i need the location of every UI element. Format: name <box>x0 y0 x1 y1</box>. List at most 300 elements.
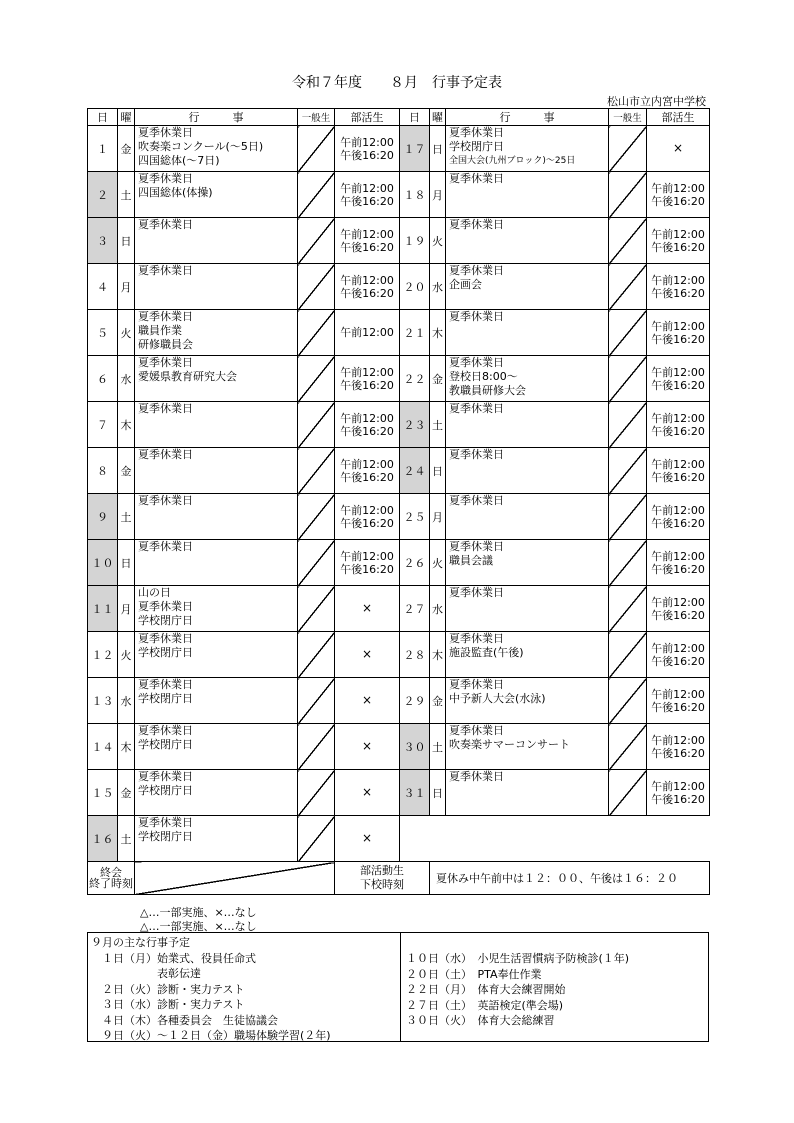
schedule-row <box>88 264 710 310</box>
club-time-cell <box>647 172 710 218</box>
club-time: 午後16:20 <box>651 654 705 668</box>
club-time: 午前12:00 <box>340 503 394 517</box>
events-cell <box>446 172 609 218</box>
schedule-row <box>88 724 710 770</box>
club-time: 午後16:20 <box>340 516 394 530</box>
club-time: 午後16:20 <box>340 286 394 300</box>
weekday: 月 <box>430 494 446 540</box>
weekday: 火 <box>430 540 446 586</box>
column-divider <box>400 933 401 1041</box>
event-text: 夏季休業日 <box>138 448 193 461</box>
schedule-row <box>88 126 710 172</box>
no-activity-mark: × <box>361 831 373 845</box>
header-club: 部活生 <box>335 109 400 126</box>
event-text: 夏季休業日 <box>138 724 193 737</box>
events-cell <box>135 172 298 218</box>
september-title: ９月の主な行事予定 <box>91 936 190 949</box>
legend-line: △…一部実施、×…なし <box>140 920 257 933</box>
weekday: 木 <box>430 310 446 356</box>
club-time: 午後16:20 <box>651 378 705 392</box>
september-event: ２０日（土） PTA奉仕作業 <box>406 967 542 981</box>
club-time: 午前12:00 <box>340 273 394 287</box>
day-number: ３１ <box>400 770 430 816</box>
day-number: １０ <box>88 540 118 586</box>
event-text: 夏季休業日 <box>449 356 504 369</box>
club-time: 午前12:00 <box>651 641 705 655</box>
club-time-cell <box>335 310 400 356</box>
events-cell <box>446 126 609 172</box>
schedule-row <box>88 494 710 540</box>
event-text: 四国総体(～7日) <box>138 154 220 167</box>
events-cell <box>135 586 298 632</box>
event-text: 夏季休業日 <box>449 310 504 323</box>
header-row <box>88 109 710 126</box>
events-cell <box>446 724 609 770</box>
club-time-cell <box>335 770 400 816</box>
event-text: 吹奏楽コンクール(～5日) <box>138 140 264 153</box>
general-students-cell <box>609 540 647 586</box>
schedule-row <box>88 678 710 724</box>
september-event: 表彰伝達 <box>91 967 201 980</box>
events-cell <box>135 724 298 770</box>
weekday: 水 <box>118 356 135 402</box>
header-general: 一般生 <box>609 109 647 126</box>
club-dismiss-line: 下校時刻 <box>360 878 404 891</box>
event-text: 夏季休業日 <box>138 816 193 829</box>
schedule-row <box>88 770 710 816</box>
event-text: 研修職員会 <box>138 338 193 351</box>
club-dismiss-label <box>335 862 430 895</box>
events-cell <box>446 310 609 356</box>
day-number: １９ <box>400 218 430 264</box>
day-number: ２１ <box>400 310 430 356</box>
event-text: 吹奏楽サマーコンサート <box>449 738 570 751</box>
schedule-row <box>88 586 710 632</box>
header-events: 行 事 <box>446 109 609 126</box>
general-students-cell <box>609 448 647 494</box>
club-time: 午後16:20 <box>651 240 705 254</box>
weekday: 月 <box>430 172 446 218</box>
events-cell <box>135 540 298 586</box>
weekday: 土 <box>118 494 135 540</box>
club-time: 午前12:00 <box>651 319 705 333</box>
event-text: 夏季休業日 <box>138 770 193 783</box>
events-cell <box>446 540 609 586</box>
club-time: 午前12:00 <box>340 326 394 339</box>
event-text: 職員作業 <box>138 324 182 337</box>
club-time: 午後16:20 <box>651 608 705 622</box>
events-cell <box>135 448 298 494</box>
weekday: 木 <box>430 632 446 678</box>
header-weekday: 曜 <box>118 109 135 126</box>
day-number: ２３ <box>400 402 430 448</box>
club-time: 午後16:20 <box>340 562 394 576</box>
club-time-cell <box>335 586 400 632</box>
general-students-cell <box>609 310 647 356</box>
footer-row <box>88 862 710 895</box>
weekday: 金 <box>118 770 135 816</box>
club-time: 午後16:20 <box>340 470 394 484</box>
day-number: ７ <box>88 402 118 448</box>
end-time-label-line: 終了時刻 <box>89 877 133 890</box>
event-text: 夏季休業日 <box>138 494 193 507</box>
header-events: 行 事 <box>135 109 298 126</box>
day-number: １６ <box>88 816 118 862</box>
events-cell <box>135 402 298 448</box>
weekday: 木 <box>118 724 135 770</box>
club-time-cell <box>647 126 710 172</box>
no-activity-mark: × <box>672 141 684 155</box>
day-number: ３ <box>88 218 118 264</box>
events-cell <box>446 218 609 264</box>
club-time-cell <box>647 586 710 632</box>
general-students-cell <box>609 586 647 632</box>
club-time-cell <box>647 310 710 356</box>
schedule-row <box>88 448 710 494</box>
header-club: 部活生 <box>647 109 710 126</box>
summer-time-note: 夏休み中午前中は１２：００、午後は１６：２０ <box>430 862 710 895</box>
events-cell <box>446 448 609 494</box>
end-time-empty-cell <box>135 862 335 895</box>
general-students-cell <box>298 448 335 494</box>
general-students-cell <box>609 632 647 678</box>
events-cell <box>135 126 298 172</box>
events-cell <box>446 356 609 402</box>
schedule-row <box>88 816 710 862</box>
day-number: １１ <box>88 586 118 632</box>
club-time: 午後16:20 <box>340 240 394 254</box>
event-text: 夏季休業日 <box>449 586 504 599</box>
club-time-cell <box>647 724 710 770</box>
event-text: 全国大会(九州ブロック)～25日 <box>449 156 576 166</box>
club-time-cell <box>335 540 400 586</box>
general-students-cell <box>298 540 335 586</box>
event-text: 施設監査(午後) <box>449 646 524 659</box>
event-text: 夏季休業日 <box>138 632 193 645</box>
club-time-cell <box>647 356 710 402</box>
club-time-cell <box>335 816 400 862</box>
general-students-cell <box>609 356 647 402</box>
day-number: ２９ <box>400 678 430 724</box>
club-time-cell <box>335 218 400 264</box>
club-time-cell <box>335 724 400 770</box>
club-time: 午前12:00 <box>651 549 705 563</box>
club-time: 午前12:00 <box>340 457 394 471</box>
club-time: 午後16:20 <box>340 194 394 208</box>
general-students-cell <box>298 494 335 540</box>
club-time: 午後16:20 <box>651 746 705 760</box>
schedule-row <box>88 540 710 586</box>
september-event: ２日（火）診断・実力テスト <box>91 982 245 996</box>
events-cell <box>446 678 609 724</box>
general-students-cell <box>609 126 647 172</box>
empty-cell <box>400 816 710 862</box>
club-time-cell <box>647 264 710 310</box>
club-time-cell <box>335 356 400 402</box>
day-number: ２６ <box>400 540 430 586</box>
events-cell <box>446 402 609 448</box>
club-time-cell <box>335 632 400 678</box>
club-time: 午後16:20 <box>651 792 705 806</box>
event-text: 学校閉庁日 <box>138 614 193 627</box>
weekday: 金 <box>118 126 135 172</box>
day-number: １２ <box>88 632 118 678</box>
schedule-row <box>88 632 710 678</box>
event-text: 職員会議 <box>449 554 493 567</box>
day-number: １ <box>88 126 118 172</box>
header-general: 一般生 <box>298 109 335 126</box>
club-time: 午前12:00 <box>651 181 705 195</box>
weekday: 月 <box>118 586 135 632</box>
club-time: 午前12:00 <box>340 365 394 379</box>
general-students-cell <box>298 402 335 448</box>
weekday: 金 <box>430 678 446 724</box>
no-activity-mark: × <box>361 647 373 661</box>
september-event: ４日（木）各種委員会 生徒協議会 <box>91 1013 278 1027</box>
general-students-cell <box>298 356 335 402</box>
weekday: 金 <box>118 448 135 494</box>
events-cell <box>446 586 609 632</box>
club-time: 午前12:00 <box>340 181 394 195</box>
club-time-cell <box>647 632 710 678</box>
weekday: 日 <box>118 540 135 586</box>
event-text: 夏季休業日 <box>138 218 193 231</box>
september-event: ３０日（火） 体育大会総練習 <box>406 1014 555 1027</box>
september-events-box <box>87 932 709 1042</box>
day-number: １３ <box>88 678 118 724</box>
event-text: 夏季休業日 <box>449 494 504 507</box>
september-event: ３日（水）診断・実力テスト <box>91 998 245 1011</box>
event-text: 夏季休業日 <box>449 218 504 231</box>
day-number: ３０ <box>400 724 430 770</box>
club-time: 午前12:00 <box>340 135 394 149</box>
event-text: 夏季休業日 <box>138 172 193 185</box>
general-students-cell <box>298 264 335 310</box>
event-text: 夏季休業日 <box>449 172 504 185</box>
event-text: 山の日 <box>138 586 171 599</box>
general-students-cell <box>298 770 335 816</box>
event-text: 夏季休業日 <box>449 402 504 415</box>
event-text: 学校閉庁日 <box>138 784 193 797</box>
day-number: ２０ <box>400 264 430 310</box>
event-text: 夏季休業日 <box>138 402 193 415</box>
club-time-cell <box>647 218 710 264</box>
club-time: 午前12:00 <box>651 411 705 425</box>
day-number: ５ <box>88 310 118 356</box>
general-students-cell <box>298 586 335 632</box>
events-cell <box>135 264 298 310</box>
legend-line: △…一部実施、×…なし <box>140 906 257 919</box>
event-text: 登校日8:00～ <box>449 370 518 383</box>
event-text: 夏季休業日 <box>449 540 504 553</box>
club-time: 午前12:00 <box>651 687 705 701</box>
schedule-row <box>88 402 710 448</box>
club-time: 午前12:00 <box>651 227 705 241</box>
weekday: 日 <box>430 448 446 494</box>
general-students-cell <box>298 172 335 218</box>
general-students-cell <box>298 724 335 770</box>
general-students-cell <box>609 724 647 770</box>
club-time-cell <box>647 402 710 448</box>
weekday: 土 <box>118 172 135 218</box>
club-time: 午後16:20 <box>651 470 705 484</box>
event-text: 企画会 <box>449 278 482 291</box>
events-cell <box>135 218 298 264</box>
club-time-cell <box>335 402 400 448</box>
header-day: 日 <box>88 109 118 126</box>
club-time: 午前12:00 <box>651 273 705 287</box>
weekday: 木 <box>118 402 135 448</box>
general-students-cell <box>298 218 335 264</box>
schedule-row <box>88 310 710 356</box>
club-time-cell <box>647 448 710 494</box>
club-time: 午後16:20 <box>340 424 394 438</box>
club-time-cell <box>647 770 710 816</box>
event-text: 中予新人大会(水泳) <box>449 692 546 705</box>
weekday: 火 <box>430 218 446 264</box>
club-time-cell <box>335 126 400 172</box>
events-cell <box>135 816 298 862</box>
events-cell <box>135 632 298 678</box>
events-cell <box>135 770 298 816</box>
club-time-cell <box>335 448 400 494</box>
header-day: 日 <box>400 109 430 126</box>
general-students-cell <box>298 816 335 862</box>
weekday: 土 <box>430 402 446 448</box>
general-students-cell <box>298 632 335 678</box>
day-number: ２７ <box>400 586 430 632</box>
day-number: ９ <box>88 494 118 540</box>
event-text: 夏季休業日 <box>449 632 504 645</box>
club-time-cell <box>647 678 710 724</box>
club-time: 午後16:20 <box>340 148 394 162</box>
event-text: 教職員研修大会 <box>449 384 526 397</box>
events-cell <box>446 770 609 816</box>
club-time-cell <box>335 678 400 724</box>
september-event: １０日（水） 小児生活習慣病予防検診(１年) <box>406 952 630 965</box>
weekday: 水 <box>430 264 446 310</box>
event-text: 夏季休業日 <box>138 356 193 369</box>
general-students-cell <box>609 770 647 816</box>
events-cell <box>135 356 298 402</box>
schedule-row <box>88 218 710 264</box>
club-time: 午前12:00 <box>340 227 394 241</box>
events-cell <box>446 632 609 678</box>
day-number: ２５ <box>400 494 430 540</box>
no-activity-mark: × <box>361 785 373 799</box>
day-number: ２ <box>88 172 118 218</box>
general-students-cell <box>609 494 647 540</box>
september-event: ２２日（月） 体育大会練習開始 <box>406 983 566 996</box>
club-time: 午後16:20 <box>651 700 705 714</box>
schedule-row <box>88 356 710 402</box>
club-time-cell <box>647 494 710 540</box>
end-time-label-line: 終会 <box>100 866 122 879</box>
september-event: ９日（火）～１２日（金）職場体験学習(２年) <box>91 1029 331 1042</box>
general-students-cell <box>298 126 335 172</box>
club-time-cell <box>335 264 400 310</box>
club-time-cell <box>335 494 400 540</box>
weekday: 土 <box>430 724 446 770</box>
schedule-row <box>88 172 710 218</box>
club-time-cell <box>335 172 400 218</box>
events-cell <box>135 310 298 356</box>
day-number: ２４ <box>400 448 430 494</box>
club-time: 午前12:00 <box>651 457 705 471</box>
club-time: 午前12:00 <box>651 503 705 517</box>
club-time-cell <box>647 540 710 586</box>
club-time: 午前12:00 <box>651 365 705 379</box>
day-number: １７ <box>400 126 430 172</box>
header-weekday: 曜 <box>430 109 446 126</box>
september-right-column <box>406 951 629 1029</box>
september-left-column <box>91 935 331 1044</box>
event-text: 夏季休業日 <box>138 540 193 553</box>
events-cell <box>446 494 609 540</box>
event-text: 夏季休業日 <box>449 448 504 461</box>
weekday: 日 <box>118 218 135 264</box>
club-time: 午前12:00 <box>651 733 705 747</box>
weekday: 水 <box>118 678 135 724</box>
club-time: 午前12:00 <box>651 779 705 793</box>
weekday: 火 <box>118 632 135 678</box>
events-cell <box>135 494 298 540</box>
event-text: 夏季休業日 <box>138 678 193 691</box>
weekday: 金 <box>430 356 446 402</box>
event-text: 夏季休業日 <box>138 310 193 323</box>
event-text: 四国総体(体操) <box>138 186 213 199</box>
weekday: 火 <box>118 310 135 356</box>
weekday: 水 <box>430 586 446 632</box>
schedule-table <box>87 108 710 895</box>
club-time: 午後16:20 <box>651 194 705 208</box>
event-text: 夏季休業日 <box>449 724 504 737</box>
weekday: 日 <box>430 770 446 816</box>
general-students-cell <box>609 218 647 264</box>
day-number: ４ <box>88 264 118 310</box>
general-students-cell <box>609 678 647 724</box>
club-time: 午後16:20 <box>651 286 705 300</box>
general-students-cell <box>609 264 647 310</box>
club-time: 午後16:20 <box>651 424 705 438</box>
september-event: １日（月）始業式、役員任命式 <box>91 951 256 965</box>
club-time: 午後16:20 <box>651 562 705 576</box>
club-time: 午前12:00 <box>340 411 394 425</box>
day-number: １８ <box>400 172 430 218</box>
event-text: 夏季休業日 <box>449 126 504 139</box>
no-activity-mark: × <box>361 601 373 615</box>
general-students-cell <box>298 310 335 356</box>
weekday: 日 <box>430 126 446 172</box>
event-text: 学校閉庁日 <box>138 830 193 843</box>
club-time: 午前12:00 <box>340 549 394 563</box>
weekday: 土 <box>118 816 135 862</box>
event-text: 学校閉庁日 <box>138 646 193 659</box>
general-students-cell <box>609 172 647 218</box>
weekday: 月 <box>118 264 135 310</box>
event-text: 夏季休業日 <box>138 264 193 277</box>
event-text: 夏季休業日 <box>449 264 504 277</box>
day-number: ２８ <box>400 632 430 678</box>
club-time: 午後16:20 <box>651 516 705 530</box>
school-name: 松山市立内宮中学校 <box>607 95 706 108</box>
events-cell <box>446 264 609 310</box>
general-students-cell <box>298 678 335 724</box>
event-text: 夏季休業日 <box>449 678 504 691</box>
event-text: 学校閉庁日 <box>138 692 193 705</box>
no-activity-mark: × <box>361 693 373 707</box>
club-time: 午前12:00 <box>651 595 705 609</box>
